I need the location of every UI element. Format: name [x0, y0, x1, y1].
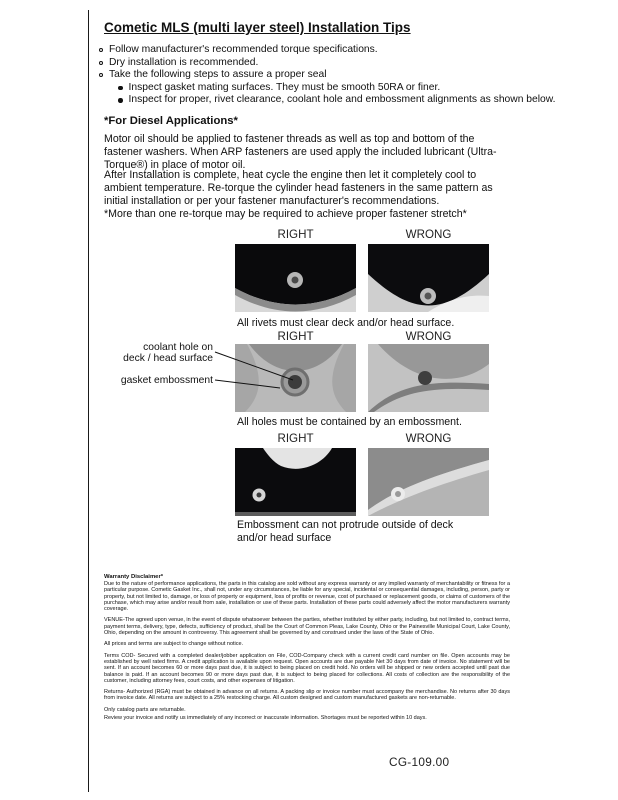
fig3-right-label: RIGHT: [277, 432, 314, 445]
tip-item: [99, 69, 569, 82]
callout-coolant-hole-line1: coolant hole on: [143, 342, 213, 353]
tips-list: [99, 44, 569, 107]
left-margin-rule: [88, 10, 89, 792]
fig3-right-photo: [235, 448, 356, 516]
hole-not-contained-illustration: [368, 344, 489, 412]
diesel-paragraph-1: Motor oil should be applied to fastener threads as well as top and bottom of the fastener washers. When ARP fasteners are used apply the included lubricant (Ultra-Torque®) in place of motor oil.: [104, 133, 497, 171]
fig1-caption: All rivets must clear deck and/or head surface.: [237, 317, 455, 329]
diesel-applications-heading: *For Diesel Applications*: [104, 115, 238, 127]
embossment-inside-illustration: [235, 448, 356, 516]
callout-gasket-embossment-label: [120, 375, 213, 386]
diesel-paragraph-2: After Installation is complete, heat cycle the engine then let it completely cool to ambient temperature. Re-torque the cylinder head fasteners in the same pattern as initial installation or per your fastener manufacturer's recommendations.: [104, 169, 493, 207]
legal-paragraph-prices: All prices and terms are subject to change without notice.: [104, 641, 244, 648]
rivet-clear-illustration: [235, 244, 356, 312]
fig2-right-label: RIGHT: [277, 330, 314, 343]
tip-item-label: Dry installation is recommended.: [109, 56, 259, 68]
tip-item: [99, 44, 569, 57]
tip-sub-item: [118, 82, 569, 95]
hole-contained-illustration: [235, 344, 356, 412]
legal-paragraph-invoice: Review your invoice and notify us immediately of any incorrect or inaccurate information. Shortages must be reported within 10 days.: [104, 714, 427, 721]
fig3-caption: Embossment can not protrude outside of deck and/or head surface: [237, 519, 454, 544]
legal-paragraph-catalog: Only catalog parts are returnable.: [104, 706, 186, 713]
open-bullet-icon: [99, 61, 103, 65]
page-code: CG-109.00: [389, 755, 450, 769]
filled-bullet-icon: [118, 86, 123, 91]
fig2-wrong-label: WRONG: [405, 330, 452, 343]
fig3-wrong-photo: [368, 448, 489, 516]
open-bullet-icon: [99, 73, 103, 77]
page-title: Cometic MLS (multi layer steel) Installation Tips: [104, 20, 411, 35]
callout-coolant-hole-label: [120, 342, 213, 364]
fig1-right-photo: [235, 244, 356, 312]
rivet-interference-illustration: [368, 244, 489, 312]
open-bullet-icon: [99, 48, 103, 52]
embossment-protruding-illustration: [368, 448, 489, 516]
tip-item: [99, 57, 569, 70]
fig3-wrong-label: WRONG: [405, 432, 452, 445]
fig2-wrong-photo: [368, 344, 489, 412]
tip-sub-item-label: Inspect gasket mating surfaces. They must be smooth 50RA or finer.: [128, 81, 441, 93]
callout-gasket-embossment-text: gasket embossment: [120, 375, 213, 386]
warranty-disclaimer-heading: Warranty Disclaimer*: [104, 574, 164, 580]
fig1-wrong-photo: [368, 244, 489, 312]
fig1-right-label: RIGHT: [277, 228, 314, 241]
fig2-caption: All holes must be contained by an embossment.: [237, 416, 462, 428]
legal-paragraph-venue: VENUE-The agreed upon venue, in the event of dispute whatsoever between the parties, whether instituted by either party, including, but not limited to, contract terms, payment terms, delivery, type, defects, sufficiency of product, shall be the Court of Common Pleas, Lake County, Ohio or the Painesville Municipal Court, Lake County, Ohio, depending on the amount in controversy. This agreement shall be governed by and construed under the laws of the State of Ohio.: [104, 617, 510, 637]
callout-coolant-hole-line2: deck / head surface: [123, 353, 213, 364]
legal-section: [104, 574, 510, 722]
retorque-note: *More than one re-torque may be required to achieve proper fastener stretch*: [104, 208, 467, 220]
tip-item-label: Follow manufacturer's recommended torque specifications.: [109, 44, 378, 55]
fig1-wrong-label: WRONG: [405, 228, 452, 241]
filled-bullet-icon: [118, 98, 123, 103]
tip-item-label: Take the following steps to assure a proper seal: [109, 69, 327, 81]
tip-sub-item: [118, 94, 569, 107]
tip-sub-item-label: Inspect for proper, rivet clearance, coolant hole and embossment alignments as shown below.: [128, 94, 556, 106]
legal-paragraph-terms: Terms COD- Secured with a completed dealer/jobber application on File, COD-Company check with a current credit card number on file. Open accounts may be established by well rated firms. A credit application is available upon request. Open accounts are due payable Net 30 days from date of invoice. No statement will be sent. If an account becomes 60 or more days past due, it is subject to being placed on credit hold. No orders will be shipped or new orders accepted until past due balance is paid. If an account becomes 90 or more days past due, it is subject to being placed for collections. All costs of collection are the responsibility of the customer, including attorney fees, court costs, and other expenses of litigation.: [104, 652, 510, 684]
legal-paragraph-warranty: Due to the nature of performance applications, the parts in this catalog are sold without any express warranty or any implied warranty of merchantability or fitness for a particular purpose. Cometic Gasket Inc., shall not, under any circumstances, be liable for any special, incidental or consequential damages, including, person, party or property, but not limited to, damage, or loss of property or equipment, loss of profits or revenue, cost of purchased or replacement goods, or claims of customers of the purchase, which may arise and/or result from sale, installation or use of these parts. Installation of these parts could adversely affect the motor manufacturers warranty coverage.: [104, 581, 510, 613]
legal-paragraph-returns: Returns- Authorized (RGA) must be obtained in advance on all returns. A packing slip or invoice number must accompany the merchandise. No returns after 30 days from invoice date. All returns are subject to a 25% restocking charge. All custom designed and custom manufactured gaskets are non-returnable.: [104, 689, 510, 702]
fig2-right-photo: [235, 344, 356, 412]
